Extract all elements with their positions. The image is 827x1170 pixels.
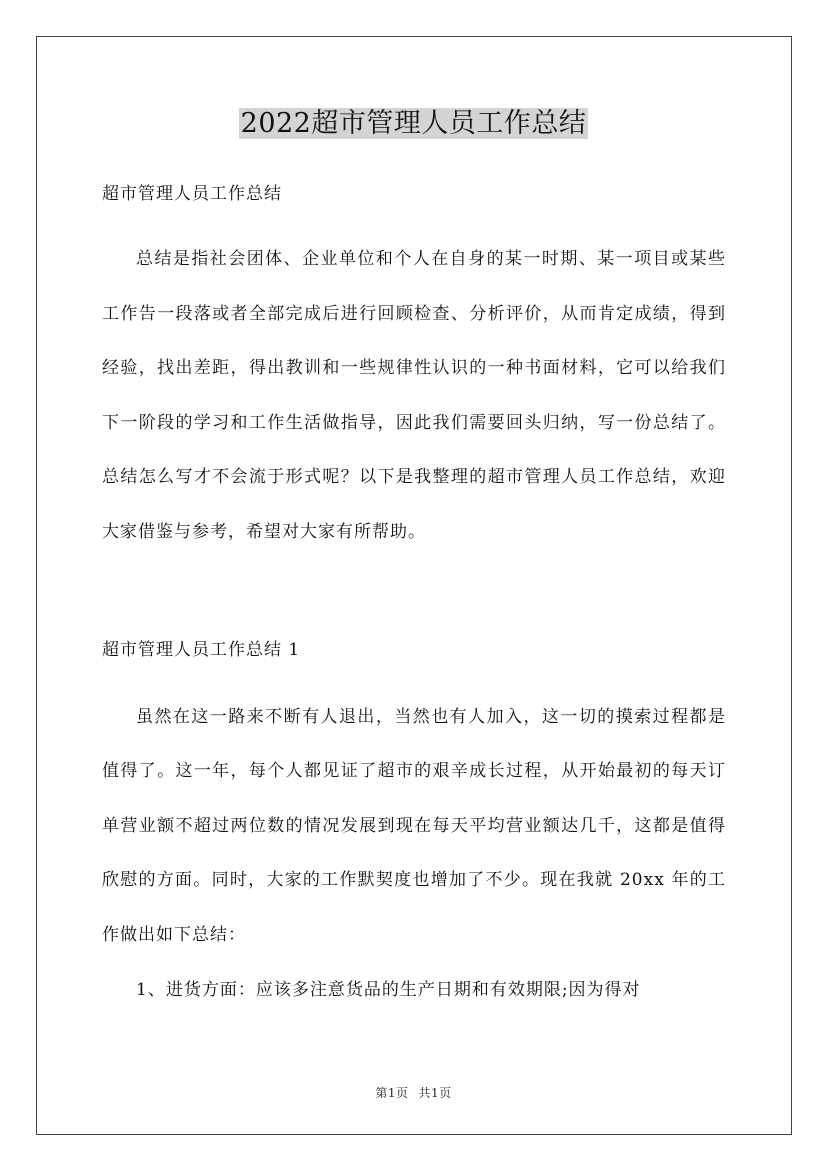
page-number: 第1页 [375, 1086, 409, 1100]
intro-paragraph: 总结是指社会团体、企业单位和个人在自身的某一时期、某一项目或某些工作告一段落或者全部完成后进行回顾检查、分析评价，从而肯定成绩，得到经验，找出差距，得出教训和一些规律性认识的一种书面材料，它可以给我们下一阶段的学习和工作生活做指导，因此我们需要回头归纳，写一份总结了。总结怎么写才不会流于形式呢？以下是我整理的超市管理人员工作总结，欢迎大家借鉴与参考，希望对大家有所帮助。 [102, 249, 726, 542]
section-heading: 超市管理人员工作总结 [102, 184, 282, 204]
page-footer [0, 1084, 827, 1101]
document-title-text: 2022超市管理人员工作总结 [240, 108, 587, 139]
list-item-1: 1、进货方面：应该多注意货品的生产日期和有效期限;因为得对 [136, 979, 641, 1000]
document-title [0, 104, 827, 144]
body-paragraph: 虽然在这一路来不断有人退出，当然也有人加入，这一切的摸索过程都是值得了。这一年，每个人都见证了超市的艰辛成长过程，从开始最初的每天订单营业额不超过两位数的情况发展到现在每天平均营业额达几千，这都是值得欣慰的方面。同时，大家的工作默契度也增加了不少。现在我就 20xx 年的工作做出如下总结： [102, 706, 726, 945]
page-total: 共1页 [418, 1086, 452, 1100]
sub-heading: 超市管理人员工作总结 1 [102, 639, 301, 660]
document-body [102, 178, 726, 1017]
